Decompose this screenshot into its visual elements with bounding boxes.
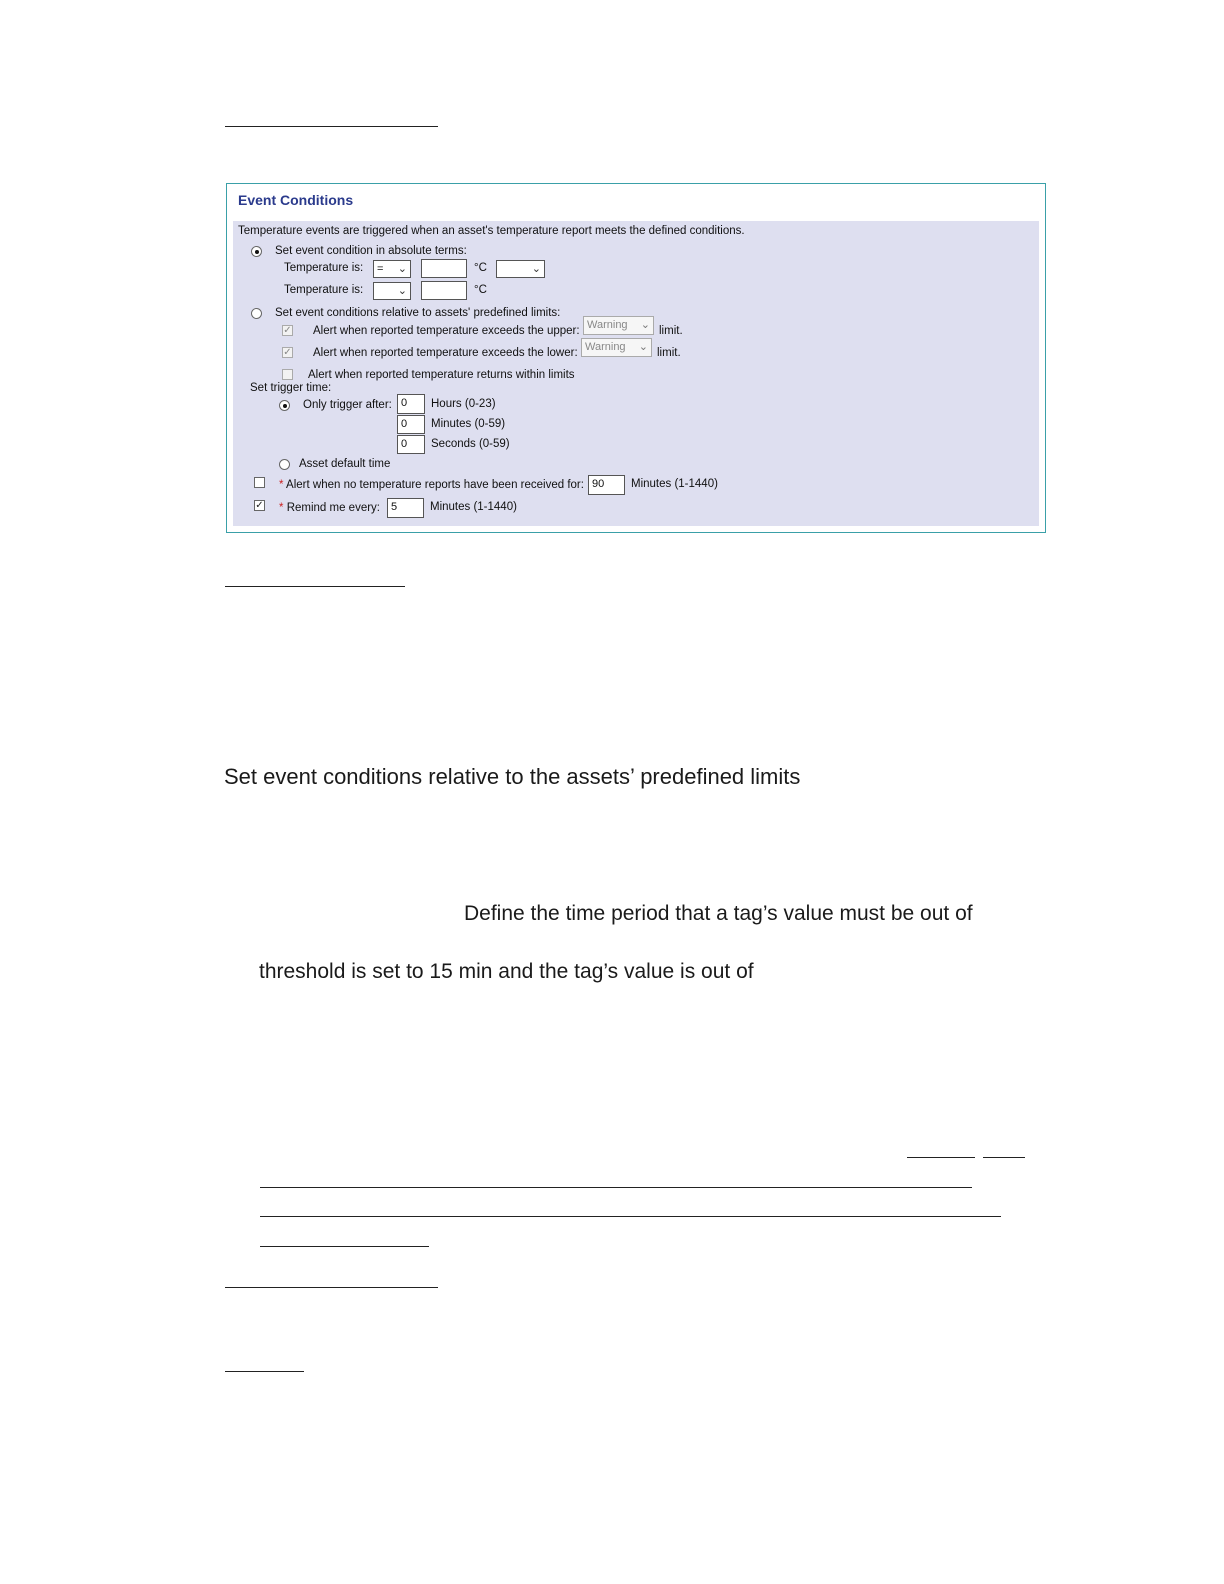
temperature-row2-label: Temperature is: bbox=[284, 284, 364, 296]
seconds-input[interactable]: 0 bbox=[397, 435, 425, 454]
upper-limit-label: Alert when reported temperature exceeds the upper: bbox=[313, 325, 580, 337]
temperature-row2-operator-select[interactable] bbox=[373, 282, 411, 300]
lower-limit-label: Alert when reported temperature exceeds the lower: bbox=[313, 347, 578, 359]
absolute-terms-label: Set event condition in absolute terms: bbox=[275, 245, 467, 257]
lower-limit-suffix: limit. bbox=[657, 347, 681, 359]
only-trigger-after-radio[interactable] bbox=[279, 400, 290, 411]
underline-2 bbox=[983, 1157, 1025, 1158]
chevron-down-icon: ⌄ bbox=[397, 263, 407, 275]
upper-limit-value: Warning bbox=[587, 319, 628, 331]
body-line-2: threshold is set to 15 min and the tag’s value is out of bbox=[259, 960, 754, 983]
no-reports-label bbox=[279, 479, 584, 491]
rule-under-panel bbox=[225, 586, 405, 587]
relative-limits-label: Set event conditions relative to assets' predefined limits: bbox=[275, 307, 561, 319]
only-trigger-after-label: Only trigger after: bbox=[303, 399, 392, 411]
chevron-down-icon: ⌄ bbox=[638, 341, 648, 353]
underline-7 bbox=[225, 1371, 304, 1372]
panel-body bbox=[233, 221, 1039, 526]
remind-minutes-input[interactable]: 5 bbox=[387, 498, 424, 518]
no-reports-unit: Minutes (1-1440) bbox=[631, 478, 718, 490]
minutes-label: Minutes (0-59) bbox=[431, 418, 506, 430]
required-star: * bbox=[279, 502, 284, 514]
returns-within-limits-label: Alert when reported temperature returns within limits bbox=[308, 369, 575, 381]
no-reports-minutes-input[interactable]: 90 bbox=[588, 475, 625, 495]
seconds-label: Seconds (0-59) bbox=[431, 438, 510, 450]
remind-label bbox=[279, 502, 380, 514]
hours-label: Hours (0-23) bbox=[431, 398, 496, 410]
chevron-down-icon: ⌄ bbox=[640, 319, 650, 331]
lower-limit-select[interactable] bbox=[581, 338, 652, 357]
temperature-row1-value-input[interactable] bbox=[421, 259, 467, 278]
upper-limit-select[interactable] bbox=[583, 316, 654, 335]
absolute-terms-radio[interactable] bbox=[251, 246, 262, 257]
no-reports-text: Alert when no temperature reports have been received for: bbox=[286, 479, 584, 491]
lower-limit-value: Warning bbox=[585, 341, 626, 353]
minutes-input[interactable]: 0 bbox=[397, 415, 425, 434]
section-heading: Set event conditions relative to the assets’ predefined limits bbox=[224, 764, 801, 789]
asset-default-time-label: Asset default time bbox=[299, 458, 391, 470]
temperature-row2-value-input[interactable] bbox=[421, 281, 467, 300]
underline-5 bbox=[260, 1246, 429, 1247]
underline-6 bbox=[225, 1287, 438, 1288]
no-reports-checkbox[interactable] bbox=[254, 477, 265, 488]
temperature-row1-label: Temperature is: bbox=[284, 262, 364, 274]
underline-4 bbox=[260, 1216, 1001, 1217]
remind-unit: Minutes (1-1440) bbox=[430, 501, 517, 513]
asset-default-time-radio[interactable] bbox=[279, 459, 290, 470]
required-star: * bbox=[279, 479, 284, 491]
upper-limit-checkbox[interactable]: ✓ bbox=[283, 325, 292, 336]
returns-within-limits-checkbox[interactable] bbox=[282, 369, 293, 380]
chevron-down-icon: ⌄ bbox=[531, 263, 541, 275]
remind-checkbox[interactable]: ✓ bbox=[255, 500, 264, 511]
upper-limit-suffix: limit. bbox=[659, 325, 683, 337]
relative-limits-radio[interactable] bbox=[251, 308, 262, 319]
temperature-row1-operator-select[interactable] bbox=[373, 260, 411, 278]
body-line-1: Define the time period that a tag’s value must be out of bbox=[464, 902, 973, 925]
temperature-row1-extra-select[interactable] bbox=[496, 260, 545, 278]
chevron-down-icon: ⌄ bbox=[397, 285, 407, 297]
underline-1 bbox=[907, 1157, 975, 1158]
event-conditions-panel bbox=[226, 183, 1046, 533]
trigger-time-label: Set trigger time: bbox=[250, 382, 332, 394]
intro-text: Temperature events are triggered when an asset's temperature report meets the defined conditions. bbox=[238, 225, 745, 237]
temperature-row2-unit: °C bbox=[474, 284, 487, 296]
underline-3 bbox=[260, 1187, 972, 1188]
lower-limit-checkbox[interactable]: ✓ bbox=[283, 347, 292, 358]
hours-input[interactable]: 0 bbox=[397, 394, 425, 414]
temperature-row1-unit: °C bbox=[474, 262, 487, 274]
panel-title: Event Conditions bbox=[238, 192, 354, 208]
top-rule bbox=[225, 126, 438, 127]
remind-text: Remind me every: bbox=[286, 502, 380, 514]
temperature-row1-operator-value: = bbox=[377, 263, 384, 275]
